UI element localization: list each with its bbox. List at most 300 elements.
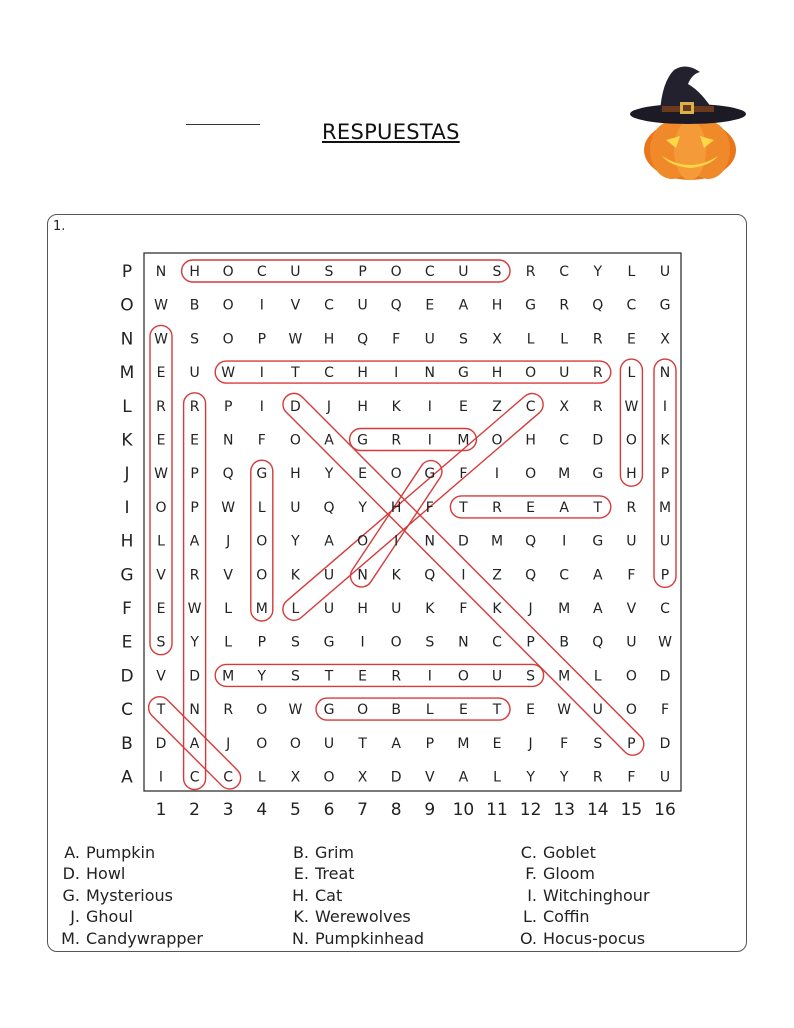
row-label: H [120, 531, 134, 552]
grid-letter: M [558, 668, 571, 685]
grid-letter: W [288, 331, 303, 348]
grid-letter: Q [592, 634, 604, 651]
grid-letter: E [156, 432, 166, 449]
grid-letter: P [190, 466, 199, 483]
grid-letter: B [559, 634, 570, 651]
grid-letter: Y [324, 466, 334, 483]
grid-letter: G [323, 702, 335, 719]
row-label: B [121, 733, 133, 754]
column-label: 4 [256, 800, 268, 820]
grid-letter: K [425, 601, 435, 617]
grid-letter: Y [526, 769, 535, 786]
clue-item [515, 864, 595, 883]
grid-letter: P [627, 735, 636, 752]
clue-text: Candywrapper [86, 929, 203, 948]
grid-letter: E [458, 702, 468, 719]
grid-letter: X [357, 769, 368, 786]
clue-text: Pumpkinhead [315, 929, 425, 948]
grid-letter: Q [390, 297, 402, 314]
clue-text: Howl [86, 864, 126, 883]
clue-key: B. [292, 843, 309, 862]
grid-letter: N [357, 567, 368, 584]
grid-letter: O [625, 702, 637, 719]
grid-letter: H [290, 466, 301, 483]
column-label: 7 [357, 800, 369, 820]
grid-letter: Y [593, 264, 603, 280]
column-label: 11 [486, 800, 508, 820]
row-label: K [121, 430, 133, 451]
grid-letter: K [290, 567, 300, 584]
grid-letter: N [659, 365, 671, 382]
grid-letter: O [390, 466, 402, 483]
grid-letter: M [457, 735, 470, 752]
grid-letter: O [525, 365, 537, 382]
column-label: 10 [452, 800, 475, 820]
clue-text: Goblet [543, 843, 596, 862]
grid-letter: L [593, 668, 602, 685]
grid-letter: P [660, 567, 670, 584]
grid-letter: O [491, 432, 503, 449]
answer-highlight [316, 698, 510, 720]
grid-letter: U [391, 601, 402, 617]
grid-letter: A [559, 499, 569, 516]
grid-letter: J [528, 601, 533, 617]
grid-letter: I [360, 634, 365, 651]
column-label: 9 [424, 800, 436, 820]
grid-letter: R [592, 398, 603, 415]
grid-letter: U [592, 702, 603, 719]
column-label: 1 [155, 800, 167, 820]
grid-letter: O [289, 432, 301, 449]
grid-letter: C [626, 297, 637, 314]
grid-letter: J [226, 735, 231, 752]
question-number: 1. [53, 219, 66, 234]
grid-letter: A [458, 297, 469, 314]
grid-letter: S [492, 264, 502, 280]
grid-letter: Q [323, 499, 335, 516]
grid-letter: K [660, 432, 670, 449]
grid-letter: L [627, 264, 636, 280]
grid-letter: C [189, 769, 200, 786]
grid-letter: M [558, 601, 571, 617]
grid-letter: O [457, 668, 469, 685]
grid-letter: I [394, 533, 399, 550]
clue-item [515, 907, 590, 926]
grid-letter: I [427, 432, 432, 449]
grid-letter: I [662, 398, 668, 415]
column-label: 5 [289, 800, 301, 820]
column-label: 2 [189, 800, 201, 820]
grid-letter: S [526, 668, 536, 685]
grid-letter: C [559, 567, 570, 584]
grid-letter: X [660, 331, 670, 348]
grid-letter: S [290, 668, 300, 685]
grid-letter: M [490, 533, 504, 550]
grid-letter: C [223, 769, 234, 786]
grid-letter: R [189, 398, 200, 415]
clue-key: J. [70, 907, 80, 926]
grid-letter: X [492, 331, 502, 348]
column-label: 15 [620, 800, 643, 820]
grid-letter: I [461, 567, 466, 584]
grid-letter: P [257, 634, 267, 651]
grid-letter: R [525, 264, 536, 280]
grid-letter: E [358, 668, 368, 685]
grid-letter: E [492, 735, 502, 752]
grid-letter: V [156, 567, 166, 584]
grid-letter: G [457, 365, 469, 382]
grid-letter: H [323, 331, 335, 348]
grid-letter: U [323, 567, 335, 584]
grid-letter: P [190, 499, 199, 516]
clue-key: O. [519, 929, 537, 948]
grid-letter: F [627, 567, 636, 584]
grid-letter: P [358, 264, 367, 280]
grid-letter: T [358, 735, 367, 752]
grid-letter: H [357, 398, 368, 415]
grid-letter: L [257, 769, 266, 786]
grid-letter: D [592, 432, 604, 449]
row-label: A [121, 767, 133, 788]
row-label: F [122, 599, 132, 619]
grid-letter: Z [492, 567, 502, 584]
grid-letter: W [221, 365, 236, 382]
grid-letter: A [189, 735, 200, 752]
clue-text: Hocus-pocus [543, 929, 646, 948]
grid-letter: F [459, 601, 468, 617]
clue-item [58, 864, 125, 883]
grid-letter: D [390, 769, 402, 786]
grid-letter: L [493, 769, 501, 786]
grid-letter: C [424, 264, 435, 280]
grid-letter: I [158, 769, 164, 786]
grid-letter: P [425, 735, 435, 752]
grid-letter: L [425, 702, 434, 719]
clue-item [287, 907, 411, 926]
grid-letter: L [224, 601, 233, 617]
grid-letter: I [494, 466, 500, 483]
grid-letter: O [323, 769, 335, 786]
clue-text: Grim [315, 843, 355, 862]
grid-letter: K [391, 398, 401, 415]
grid-letter: L [224, 634, 233, 651]
clue-item [287, 929, 424, 948]
grid-letter: H [491, 297, 503, 314]
grid-letter: H [491, 365, 503, 382]
grid-letter: I [562, 533, 567, 550]
grid-letter: G [525, 297, 537, 314]
clue-item [58, 907, 133, 926]
grid-letter: C [660, 601, 670, 617]
grid-letter: F [627, 769, 636, 786]
grid-letter: U [424, 331, 435, 348]
grid-letter: N [458, 634, 469, 651]
grid-letter: L [157, 533, 165, 550]
grid-letter: Z [492, 398, 502, 415]
grid-letter: E [156, 365, 166, 382]
grid-letter: I [259, 398, 264, 415]
grid-letter: I [394, 365, 399, 382]
grid-letter: U [559, 365, 570, 382]
grid-letter: A [391, 735, 401, 752]
clue-text: Ghoul [86, 907, 133, 926]
clue-key: C. [520, 843, 537, 862]
grid-letter: C [492, 634, 502, 651]
grid-letter: C [559, 264, 570, 280]
grid-letter: L [257, 499, 266, 516]
grid-letter: I [427, 668, 432, 685]
column-label: 13 [553, 800, 576, 820]
grid-letter: H [357, 365, 368, 382]
column-label: 12 [519, 800, 542, 820]
grid-letter: U [189, 365, 200, 382]
grid-letter: O [525, 466, 537, 483]
grid-letter: R [626, 499, 637, 516]
row-label: G [120, 565, 134, 586]
grid-letter: C [324, 297, 334, 314]
clue-key: N. [291, 929, 309, 948]
row-label: O [120, 295, 134, 316]
grid-letter: E [526, 702, 536, 719]
grid-letter: N [424, 533, 436, 550]
grid-letter: V [156, 668, 166, 685]
grid-letter: K [391, 567, 401, 584]
grid-letter: Q [592, 297, 604, 314]
clue-key: D. [62, 864, 80, 883]
grid-letter: H [525, 432, 536, 449]
grid-letter: U [491, 668, 503, 685]
grid-letter: G [659, 297, 671, 314]
clue-item [515, 886, 650, 905]
grid-letter: T [459, 499, 468, 516]
row-label: P [121, 262, 133, 282]
grid-letter: S [425, 634, 435, 651]
grid-letter: D [189, 668, 200, 685]
grid-letter: P [223, 398, 233, 415]
grid-letter: C [525, 398, 536, 415]
grid-letter: C [324, 365, 334, 382]
grid-letter: E [526, 499, 536, 516]
grid-letter: H [189, 264, 200, 280]
grid-letter: W [187, 601, 202, 617]
grid-letter: R [592, 331, 603, 348]
grid-letter: L [526, 331, 535, 348]
grid-letter: T [593, 499, 603, 516]
grid-letter: R [391, 432, 402, 449]
clue-item [515, 843, 596, 862]
grid-letter: Q [222, 466, 234, 483]
grid-letter: S [190, 331, 200, 348]
grid-letter: P [257, 331, 267, 348]
column-label: 8 [390, 800, 402, 820]
row-label: L [122, 396, 132, 417]
grid-letter: H [357, 601, 368, 617]
grid-letter: I [427, 398, 432, 415]
grid-letter: U [290, 264, 301, 280]
grid-letter: M [457, 432, 470, 449]
grid-letter: S [324, 264, 334, 280]
grid-letter: R [189, 567, 200, 584]
grid-letter: V [290, 297, 301, 314]
grid-letter: F [459, 466, 468, 483]
grid-letter: T [492, 702, 502, 719]
grid-letter: E [358, 466, 368, 483]
grid-letter: N [189, 702, 200, 719]
grid-letter: O [256, 702, 268, 719]
grid-letter: D [458, 533, 469, 550]
grid-letter: O [256, 533, 268, 550]
row-label: N [120, 329, 134, 350]
grid-letter: G [592, 533, 604, 550]
grid-letter: R [156, 398, 166, 415]
grid-letter: Y [291, 533, 300, 550]
grid-letter: U [323, 735, 335, 752]
clue-item [515, 929, 645, 948]
column-label: 3 [222, 800, 234, 820]
clue-key: F. [525, 864, 537, 883]
grid-letter: E [190, 432, 200, 449]
grid-letter: V [626, 601, 637, 617]
grid-letter: H [626, 466, 637, 483]
grid-letter: G [592, 466, 604, 483]
grid-letter: H [390, 499, 402, 516]
grid-letter: R [559, 297, 570, 314]
answer-highlight [278, 389, 547, 625]
grid-letter: V [223, 567, 233, 584]
grid-letter: Y [190, 634, 199, 651]
grid-letter: O [256, 567, 268, 584]
grid-letter: X [290, 769, 301, 786]
clue-item [58, 929, 203, 948]
grid-letter: U [323, 601, 335, 617]
grid-letter: Y [257, 668, 267, 685]
grid-letter: Q [525, 533, 537, 550]
grid-letter: O [289, 735, 301, 752]
grid-letter: G [323, 634, 335, 651]
clue-text: Werewolves [315, 907, 411, 926]
grid-letter: O [222, 297, 234, 314]
grid-letter: P [526, 634, 535, 651]
grid-letter: O [256, 735, 268, 752]
clue-key: M. [61, 929, 80, 948]
grid-letter: G [256, 466, 268, 483]
row-label: J [124, 464, 130, 485]
grid-letter: S [593, 735, 603, 752]
grid-letter: N [424, 365, 436, 382]
grid-letter: R [592, 365, 603, 382]
grid-letter: E [156, 601, 166, 617]
grid-letter: X [559, 398, 569, 415]
clue-text: Pumpkin [86, 843, 156, 862]
grid-letter: R [223, 702, 234, 719]
grid-letter: C [559, 432, 570, 449]
grid-letter: O [357, 533, 369, 550]
answer-highlight [215, 361, 611, 383]
grid-letter: U [626, 634, 637, 651]
grid-letter: D [155, 735, 167, 752]
grid-letter: V [425, 769, 435, 786]
clue-key: E. [293, 864, 309, 883]
grid-letter: O [625, 668, 637, 685]
column-label: 16 [654, 800, 676, 820]
grid-letter: D [290, 398, 301, 415]
grid-letter: M [658, 499, 672, 516]
grid-letter: C [256, 264, 267, 280]
grid-letter: A [593, 601, 603, 617]
grid-letter: U [357, 297, 368, 314]
row-label: D [120, 666, 134, 687]
clue-key: L. [523, 907, 537, 926]
grid-letter: S [156, 634, 166, 651]
grid-letter: O [390, 264, 402, 280]
grid-letter: G [357, 432, 369, 449]
grid-letter: A [324, 432, 334, 449]
grid-letter: T [324, 668, 334, 685]
grid-letter: U [659, 769, 671, 786]
grid-letter: Q [525, 567, 537, 584]
grid-letter: T [291, 365, 300, 382]
grid-letter: A [593, 567, 603, 584]
grid-letter: R [492, 499, 502, 516]
grid-letter: D [659, 668, 671, 685]
grid-letter: A [324, 533, 334, 550]
grid-letter: O [222, 331, 234, 348]
grid-letter: S [290, 634, 300, 651]
grid-letter: F [425, 499, 434, 516]
grid-letter: R [592, 769, 603, 786]
grid-letter: P [660, 466, 670, 483]
grid-letter: W [288, 702, 303, 719]
grid-letter: N [155, 264, 167, 280]
grid-letter: U [458, 264, 469, 280]
grid-letter: O [390, 634, 402, 651]
grid-letter: O [625, 432, 637, 449]
grid-letter: E [425, 297, 435, 314]
grid-letter: O [357, 702, 369, 719]
grid-letter: M [222, 668, 235, 685]
clue-key: G. [62, 886, 80, 905]
grid-letter: I [259, 365, 264, 382]
clue-text: Coffin [543, 907, 590, 926]
grid-letter: Q [357, 331, 369, 348]
grid-letter: M [255, 601, 268, 617]
grid-letter: W [557, 702, 572, 719]
grid-letter: W [154, 331, 168, 348]
grid-letter: W [154, 466, 168, 483]
grid-letter: Y [358, 499, 367, 516]
grid-letter: T [156, 702, 166, 719]
grid-letter: W [658, 634, 672, 651]
grid-letter: E [626, 331, 636, 348]
grid-letter: F [392, 331, 401, 348]
clue-text: Cat [315, 886, 343, 905]
grid-letter: W [221, 499, 236, 516]
grid-letter: E [458, 398, 468, 415]
column-label: 14 [586, 800, 609, 820]
grid-letter: J [528, 735, 533, 752]
grid-letter: A [458, 769, 469, 786]
grid-letter: B [391, 702, 402, 719]
grid-letter: G [424, 466, 436, 483]
clue-key: A. [64, 843, 80, 862]
grid-letter: U [659, 533, 671, 550]
grid-letter: U [659, 264, 671, 280]
clue-item [287, 886, 342, 905]
clue-key: K. [293, 907, 309, 926]
clue-item [58, 886, 173, 905]
row-label: M [119, 363, 135, 384]
clue-text: Mysterious [86, 886, 174, 905]
